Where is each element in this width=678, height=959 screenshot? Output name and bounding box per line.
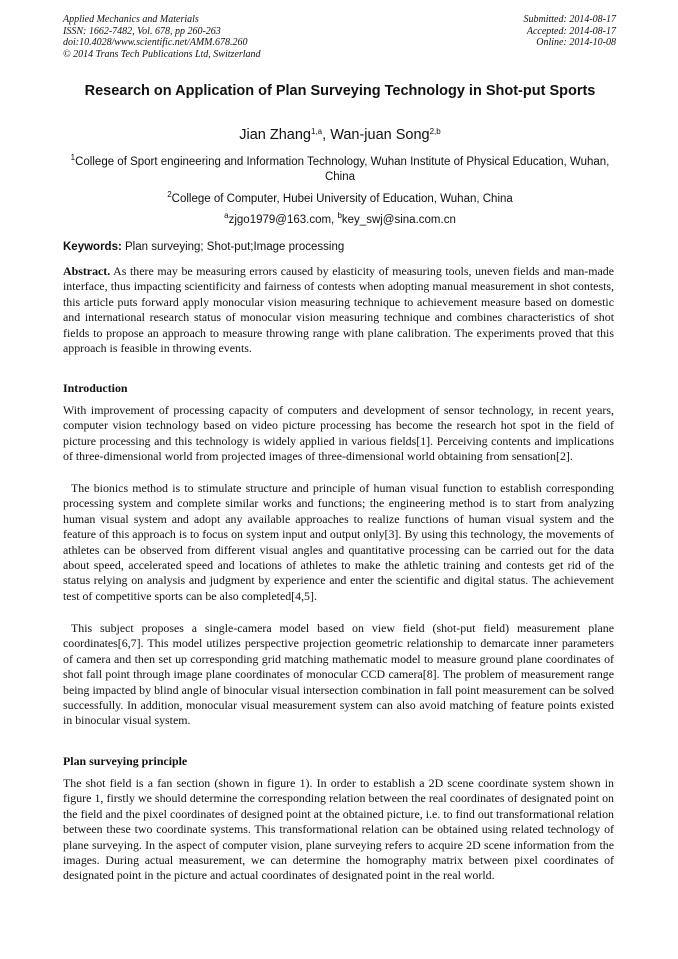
- paper-title: Research on Application of Plan Surveying Technology in Shot-put Sports: [84, 83, 596, 99]
- affiliation-1-sup: 1: [70, 153, 76, 162]
- keywords-text: Plan surveying; Shot-put;Image processing: [121, 241, 345, 253]
- journal-copyright: © 2014 Trans Tech Publications Ltd, Switzerland: [63, 48, 261, 60]
- submitted-date: Submitted: 2014-08-17: [523, 14, 616, 25]
- journal-issn: ISSN: 1662-7482, Vol. 678, pp 260-263: [63, 25, 221, 37]
- affiliation-2: [70, 192, 610, 207]
- author-separator: ,: [322, 127, 331, 143]
- email-a-sup: a: [224, 211, 229, 220]
- email-a: zjgo1979@163.com,: [228, 214, 338, 226]
- plan-surveying-heading: Plan surveying principle: [63, 754, 188, 768]
- abstract-text: As there may be measuring errors caused by elasticity of measuring tools, uneven fields and man-made interface, thus impacting scientificity and fairness of contests when adopting manual measurement in shot contests, this article puts forward apply monocular vision measuring technique to achievement measure based on domestic and international research status of monocular vision measuring technique and combines characteristics of shot fields to propose an approach to measure throwing range with plane calibration. The experiments proved that this approach is feasible in throwing events.: [63, 264, 614, 356]
- author-emails: [70, 213, 610, 228]
- journal-doi: doi:10.4028/www.scientific.net/AMM.678.260: [63, 37, 248, 49]
- dates-header: [524, 14, 617, 49]
- author-2: Wan-juan Song: [330, 127, 430, 143]
- author-1: Jian Zhang: [239, 127, 311, 143]
- journal-name: Applied Mechanics and Materials: [63, 14, 199, 25]
- affiliation-2-text: College of Computer, Hubei University of Education, Wuhan, China: [171, 193, 513, 205]
- introduction-paragraph-3: This subject proposes a single-camera model based on view field (shot-put field) measurement plane coordinates[6,7]. This model utilizes perspective projection geometric relationship to demarcate inner parameters of camera and then set up corresponding grid matching mathematic model to measure ground plane coordinates of shot fall point through image plane coordinates of monocular CCD camera[8]. The problem of measurement range being impacted by blind angle of binocular visual intersection combination in fall point measurement can be solved successfully. In addition, monocular visual measurement system can also avoid matching of feature points existed in binocular visual system.: [63, 621, 614, 728]
- email-b: key_swj@sina.com.cn: [341, 214, 456, 226]
- online-date: Online: 2014-10-08: [536, 37, 616, 49]
- accepted-date: Accepted: 2014-08-17: [526, 25, 616, 37]
- introduction-paragraph-2: The bionics method is to stimulate structure and principle of human visual function to establish corresponding processing system and complete similar works and functions; the engineering method is to start from analyzing human visual system and adopt any available approaches to realize functions of human visual system and the feature of this approach is to focus on system input and output only[3]. By using this technology, the movements of athletes can be observed from different visual angles and quantitative processing can be carried out for the data about speed, accelerated speed and locations of athletes to make the athletic training and contests get rid of the status relying on analysis and judgment by experience and enter the scientific and digital status. The achievement test of competitive sports can be also completed[4,5].: [63, 481, 614, 603]
- affiliation-1: [70, 155, 610, 185]
- author-1-sup: 1,a: [311, 127, 323, 136]
- introduction-paragraph-1: With improvement of processing capacity of computers and development of sensor technology, in recent years, computer vision technology based on video picture processing has become the research hot spot in the field of picture processing and this technology is widely applied in various fields[1]. Perceiving contents and implications of three-dimensional world from projected images of three-dimensional world obtaining from sensation[2].: [63, 403, 614, 464]
- keywords: [63, 241, 344, 253]
- author-2-sup: 2,b: [429, 127, 441, 136]
- journal-header: [63, 14, 261, 60]
- keywords-label: Keywords:: [63, 241, 122, 253]
- affiliation-2-sup: 2: [167, 190, 172, 199]
- email-b-sup: b: [337, 211, 342, 220]
- abstract: [63, 264, 614, 356]
- abstract-label: Abstract.: [63, 264, 111, 278]
- introduction-heading: Introduction: [63, 381, 128, 395]
- affiliation-1-text: College of Sport engineering and Information Technology, Wuhan Institute of Physical Education, Wuhan, China: [75, 156, 610, 183]
- plan-surveying-paragraph-1: The shot field is a fan section (shown in figure 1). In order to establish a 2D scene coordinate system shown in figure 1, firstly we should determine the corresponding relation between the real coordinates of designated point on the field and the pixel coordinates of designed point at the obtained picture, i.e. to find out transformational relation between these two coordinate systems. This transformational relation can be obtained using related technology of plane surveying. In the aspect of computer vision, plane surveying refers to acquire 2D scene information from the images. During actual measurement, we can determine the homography matrix between pixel coordinates of designated point in the picture and actual coordinates of designated point in the real world.: [63, 776, 614, 883]
- authors-line: [70, 127, 610, 143]
